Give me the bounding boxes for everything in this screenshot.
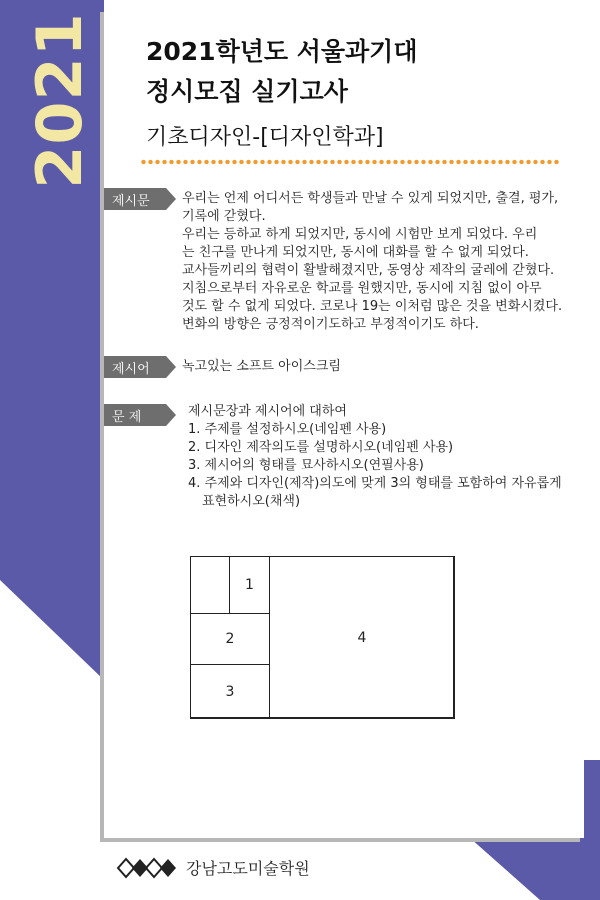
page-title-line2: 정시모집 실기고사	[146, 77, 348, 106]
task-item: 1. 주제를 설정하시오(네임펜 사용)	[188, 422, 387, 437]
academy-name: 강남고도미술학원	[186, 859, 310, 878]
grid-cell-2: 2	[190, 613, 270, 665]
dotted-divider	[140, 159, 560, 165]
grid-cell-blank	[190, 556, 230, 614]
problem-task-list	[188, 421, 578, 511]
task-item: 표현하시오(채색)	[202, 494, 301, 509]
grid-cell-3: 3	[190, 664, 270, 719]
task-item: 2. 디자인 제작의도를 설명하시오(네임펜 사용)	[188, 440, 454, 455]
statement-line: 기록에 갇혔다.	[182, 209, 266, 224]
statement-label-tag	[104, 188, 166, 210]
statement-line: 교사들끼리의 협력이 활발해졌지만, 동영상 제작의 굴레에 갇혔다.	[182, 263, 555, 278]
statement-line: 지침으로부터 자유로운 학교를 원했지만, 동시에 지침 없이 아무	[182, 281, 542, 296]
keyword-label-tag	[104, 356, 166, 378]
page-title-line1: 2021학년도 서울과기대	[146, 37, 418, 66]
statement-line: 우리는 등하교 하게 되었지만, 동시에 시험만 보게 되었다. 우리	[182, 227, 538, 242]
problem-intro: 제시문장과 제시어에 대하여	[188, 404, 347, 419]
grid-cell-1: 1	[229, 556, 270, 614]
page-subtitle: 기초디자인-[디자인학과]	[146, 125, 384, 150]
task-item: 3. 제시어의 형태를 묘사하시오(연필사용)	[188, 458, 424, 473]
statement-text	[182, 190, 582, 334]
side-year-label: 2021	[22, 11, 96, 189]
keyword-label: 제시어	[112, 361, 150, 377]
problem-text	[188, 403, 578, 511]
problem-label: 문 제	[112, 409, 142, 425]
keyword-value: 녹고있는 소프트 아이스크림	[182, 359, 341, 374]
statement-line: 변화의 방향은 긍정적이기도하고 부정적이기도 하다.	[182, 317, 479, 332]
statement-label: 제시문	[112, 193, 150, 209]
academy-logo-icon	[116, 856, 180, 880]
statement-line: 것도 할 수 없게 되었다. 코로나 19는 이처럼 많은 것을 변화시켰다.	[182, 299, 563, 314]
problem-label-tag	[104, 404, 166, 426]
statement-line: 는 친구를 만나게 되었지만, 동시에 대화를 할 수 없게 되었다.	[182, 245, 529, 260]
statement-line: 우리는 언제 어디서든 학생들과 만날 수 있게 되었지만, 출결, 평가,	[182, 191, 559, 206]
grid-cell-4: 4	[269, 556, 455, 719]
task-item: 4. 주제와 디자인(제작)의도에 맞게 3의 형태를 포함하여 자유롭게	[188, 476, 562, 491]
answer-layout-grid	[190, 556, 454, 718]
